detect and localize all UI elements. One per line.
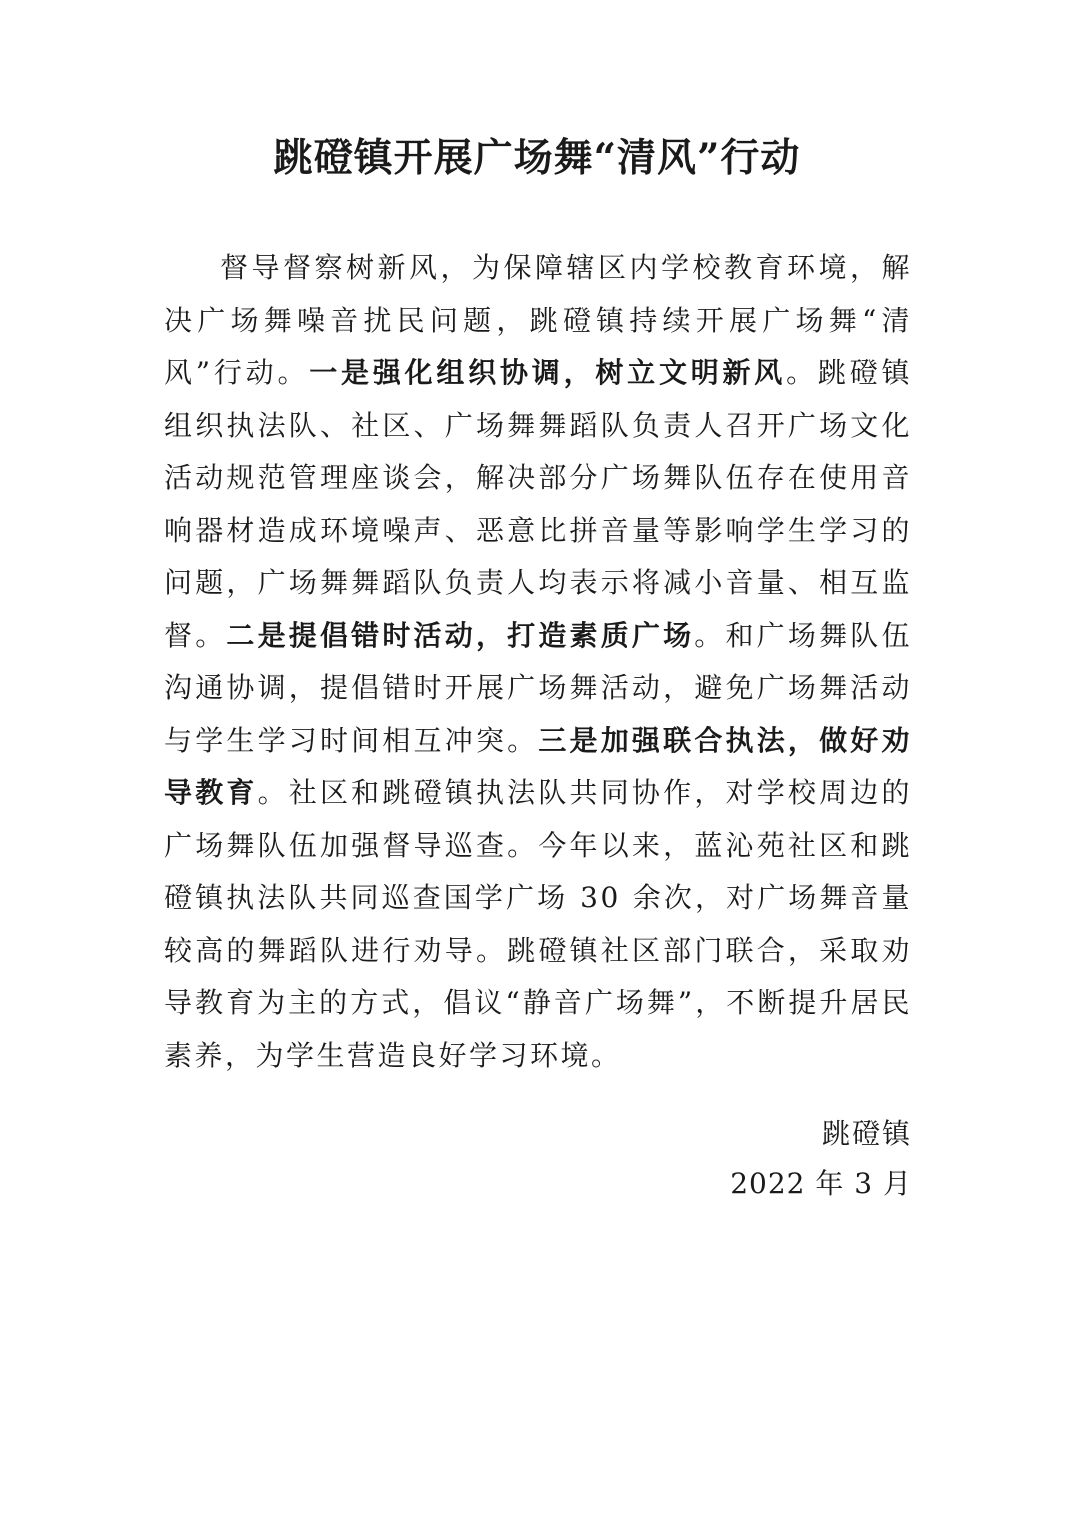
key-point-3: 三是加强联合执法，做好劝导教育 xyxy=(164,723,912,809)
signature: 跳磴镇 xyxy=(821,1117,912,1150)
body-paragraph xyxy=(164,242,912,1082)
body-text-segment: 。社区和跳磴镇执法队共同协作，对学校周边的广场舞队伍加强督导巡查。今年以来，蓝沁苑社区和跳磴镇执法队共同巡查国学广场 30 余次，对广场舞音量较高的舞蹈队进行劝导。跳磴镇社区部门联合，采取劝导教育为主的方式，倡议“静音广场舞”，不断提升居民素养，为学生营造良好学习环境。 xyxy=(164,776,912,1072)
document-date: 2022 年 3 月 xyxy=(730,1167,912,1200)
key-point-1: 一是强化组织协调，树立文明新风 xyxy=(309,356,787,389)
key-point-2: 二是提倡错时活动，打造素质广场 xyxy=(226,618,695,652)
document-title: 跳磴镇开展广场舞“清风”行动 xyxy=(273,135,801,181)
body-text-segment: 。和广场舞队伍沟通协调，提倡错时开展广场舞活动，避免广场舞活动与学生学习时间相互冲突。 xyxy=(164,618,912,757)
body-text-segment: 。跳磴镇组织执法队、社区、广场舞舞蹈队负责人召开广场文化活动规范管理座谈会，解决部分广场舞队伍存在使用音响器材造成环境噪声、恶意比拼音量等影响学生学习的问题，广场舞舞蹈队负责人均表示将减小音量、相互监督。 xyxy=(164,356,912,652)
body-text-segment: 督导督察树新风，为保障辖区内学校教育环境，解决广场舞噪音扰民问题，跳磴镇持续开展广场舞“清风”行动。 xyxy=(164,251,912,389)
